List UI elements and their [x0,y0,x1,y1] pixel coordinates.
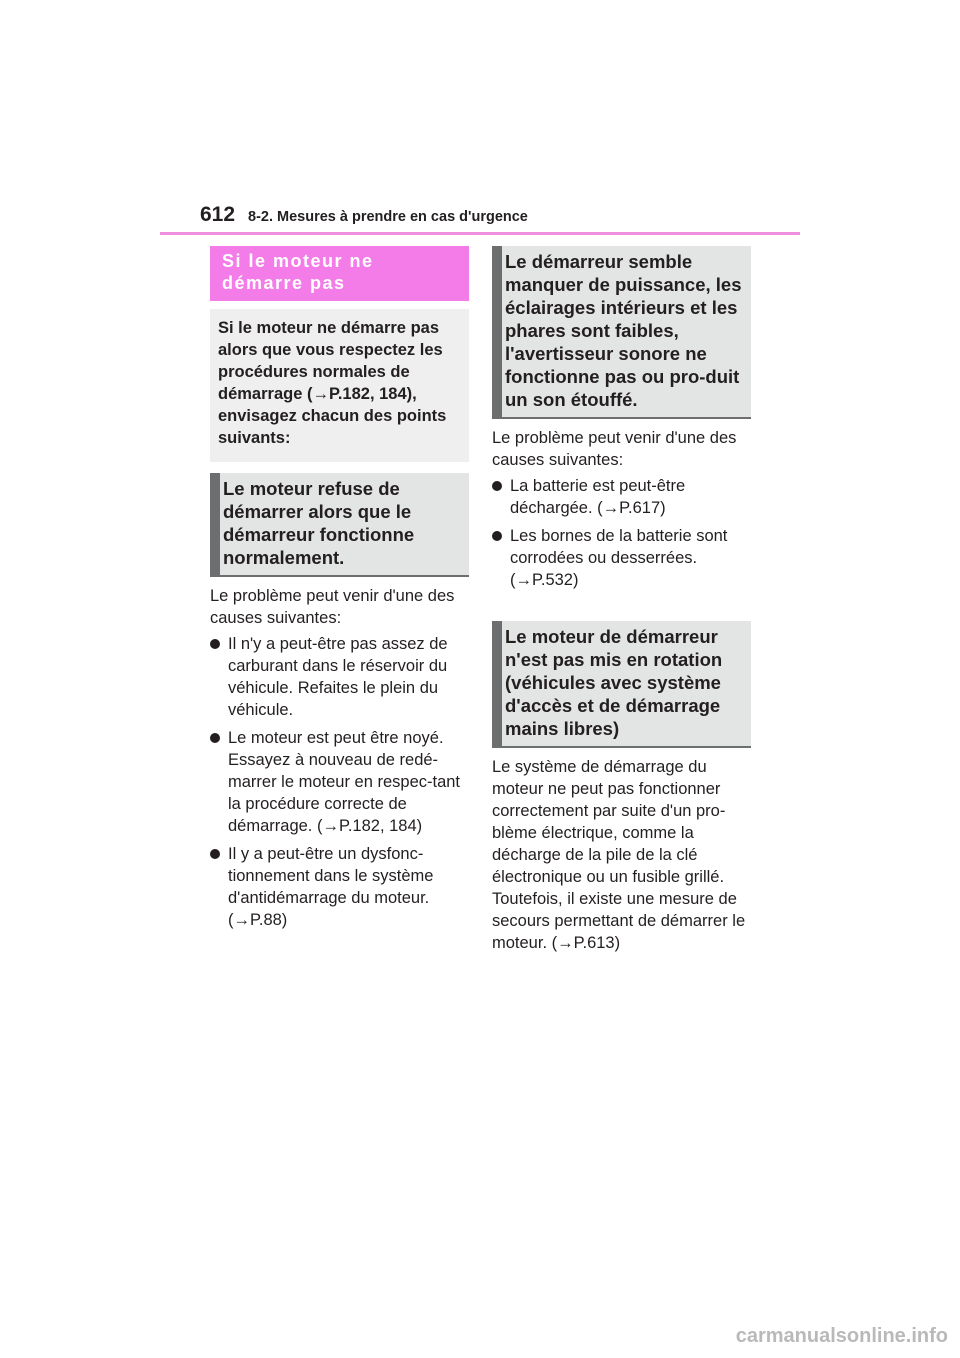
bullet-icon [210,733,220,743]
list-item-text: Les bornes de la batterie sont corrodées ou desserrées. (→P.532) [510,527,728,589]
list-item-text: Il y a peut-être un dysfonc-tionnement dans le système d'antidémarrage du moteur. (→P.88) [228,845,434,929]
list-item [210,843,469,931]
subheading-starter-weak: Le démarreur semble manquer de puissance, les éclairages intérieurs et les phares sont faibles, l'avertisseur sonore ne fonctionne pas ou pro-duit un son étouffé. [492,246,751,419]
list-item-text: Le moteur est peut être noyé. Essayez à nouveau de redé-marrer le moteur en respec-tant la procédure correcte de démarrage. (→P.182, 184) [228,729,461,835]
bullet-icon [210,849,220,859]
list-item [492,525,751,591]
left-column [210,246,469,937]
section-title: 8-2. Mesures à prendre en cas d'urgence [248,209,528,225]
list-item [492,475,751,519]
list-item-text: Il n'y a peut-être pas assez de carburant dans le réservoir du véhicule. Refaites le plein du véhicule. [228,635,448,719]
header-rule [160,232,800,235]
list-item [210,727,469,837]
body-text: Le problème peut venir d'une des causes suivantes: [492,429,737,469]
list-item [210,633,469,721]
bullet-icon [492,481,502,491]
bullet-list [210,633,469,931]
bullet-icon [492,531,502,541]
subheading-engine-refuses: Le moteur refuse de démarrer alors que le démarreur fonctionne normalement. [210,473,469,577]
intro-box: Si le moteur ne démarre pas alors que vous respectez les procédures normales de démarrage (→P.182, 184), envisagez chacun des points suivants: [210,309,469,462]
body-text: Le système de démarrage du moteur ne peut pas fonctionner correctement par suite d'un pro-blème électrique, comme la décharge de la pile de la clé électronique ou un fusible grillé. Toutefois, il existe une mesure de secours permettant de démarrer le moteur. (→P.613) [492,758,746,952]
right-column [492,246,751,954]
list-item-text: La batterie est peut-être déchargée. (→P.617) [510,477,686,517]
topic-title-box: Si le moteur ne démarre pas [210,246,469,301]
bullet-list [492,475,751,591]
watermark[interactable]: carmanualsonline.info [735,1325,948,1347]
page-number: 612 [200,203,236,226]
subheading-starter-not-rotating: Le moteur de démarreur n'est pas mis en rotation (véhicules avec système d'accès et de démarrage mains libres) [492,621,751,748]
body-text: Le problème peut venir d'une des causes suivantes: [210,587,455,627]
bullet-icon [210,639,220,649]
